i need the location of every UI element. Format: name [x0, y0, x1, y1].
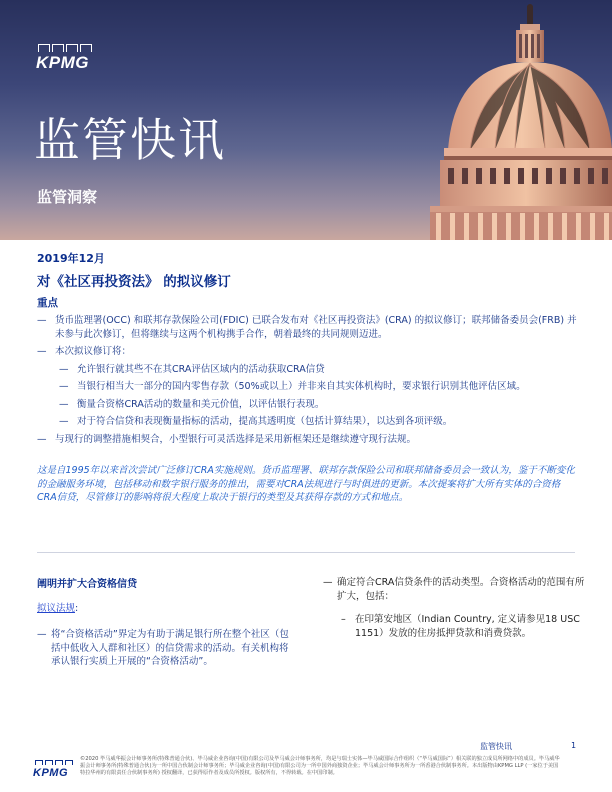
page-subtitle: 监管洞察: [37, 188, 98, 206]
list-dash: —: [37, 346, 47, 357]
proposed-rule-link[interactable]: 拟议法规: [37, 602, 76, 614]
list-item: [323, 613, 585, 640]
footer-publication-name: 监管快讯: [480, 742, 512, 751]
highlights-label: 重点: [37, 297, 58, 309]
list-item-text: 确定符合CRA信贷条件的活动类型。合资格活动的范围有所扩大，包括：: [337, 577, 585, 602]
list-item-text: 允许银行就其些不在其CRA评估区域内的活动获取CRA信贷: [77, 363, 325, 375]
list-dash: –: [341, 614, 346, 625]
list-item: [59, 380, 585, 394]
page-number: 1: [571, 741, 577, 750]
article-title: 对《社区再投资法》 的拟议修订: [37, 274, 231, 290]
footer-kpmg-logo: [33, 760, 77, 779]
list-dash: —: [37, 433, 47, 445]
list-dash: —: [59, 381, 69, 392]
list-item-text: 与现行的调整措施相契合，小型银行可灵活选择是采用新框架还是继续遵守现行法规。: [55, 433, 417, 445]
list-item: [59, 415, 585, 429]
highlights-list: [37, 314, 585, 450]
kpmg-logo-text: KPMG: [33, 767, 68, 779]
list-item: [37, 628, 297, 669]
hero-banner: [0, 0, 612, 240]
section-divider: [37, 552, 575, 553]
list-dash: —: [59, 416, 69, 427]
list-item-text: 本次拟议修订将：: [55, 346, 132, 357]
intro-paragraph: 这是自1995年以来首次尝试广泛修订CRA实施规则。货币监理署、联邦存款保险公司和联邦储备委员会一致认为，鉴于不断变化的金融服务环境，包括移动和数字银行服务的推出，需要对CRA法规进行与时俱进的更新。本次提案将扩大所有实体的合资格CRA信贷，尽管修订的影响将很大程度上取决于银行的类型及其获得存款的方式和地点。: [37, 465, 575, 503]
list-item: [59, 398, 585, 412]
page-title: 监管快讯: [34, 113, 226, 167]
left-column: [37, 578, 297, 669]
kpmg-logo: [36, 44, 106, 72]
list-item-text: 货币监理署(OCC) 和联邦存款保险公司(FDIC) 已联合发布对《社区再投资法》(CRA) 的拟议修订；联邦储备委员会(FRB) 并未参与此次修订，但将继续与这两个机构携手合作，朝着最终的共同规则迈进。: [55, 315, 577, 340]
list-item-text: 对于符合信贷和表现衡量指标的活动，提高其透明度（包括计算结果），以达到各项评级。: [77, 416, 453, 427]
kpmg-logo-text: KPMG: [36, 53, 89, 72]
list-dash: —: [323, 577, 333, 588]
list-item-text: 当银行相当大一部分的国内零售存款（50%或以上）并非来自其实体机构时，要求银行识别其他评估区域。: [77, 381, 526, 392]
kpmg-logo-bars: [38, 44, 106, 52]
list-dash: —: [37, 629, 47, 640]
legal-disclaimer: ©2020 毕马威华振会计师事务所(特殊普通合伙)、毕马威企业咨询(中国)有限公司及毕马威会计师事务所，均是与瑞士实体—毕马威国际合作组织（“毕马威国际”）相关联的独立成员所网络中的成员。毕马威华振会计师事务所(特殊普通合伙)为一所中国合伙制会计师事务所；毕马威企业咨询(中国)有限公司为一所中国外商独资企业；毕马威会计师事务所为一所香港合伙制事务所。本出版物由KPMG LLP (一家位于美国特拉华州的有限责任合伙制事务所) 授权翻译，已获得原作者及成员所授权。版权所有，不得转载。在中国印制。: [80, 756, 560, 776]
link-suffix: :: [75, 602, 79, 614]
publication-date: 2019年12月: [37, 252, 105, 265]
list-dash: —: [59, 363, 69, 375]
list-item-text: 衡量合资格CRA活动的数量和美元价值，以评估银行表现。: [77, 398, 325, 410]
list-item-text: 在印第安地区（Indian Country, 定义请参见18 USC 1151）发放的住房抵押贷款和消费贷款。: [355, 614, 580, 639]
list-item: [59, 363, 585, 377]
right-column: [323, 576, 585, 650]
list-dash: —: [37, 315, 47, 326]
list-item-text: 将“合资格活动”界定为有助于满足银行所在整个社区（包括中低收入人群和社区）的信贷需求的活动。有关机构将承认银行实质上开展的“合资格活动”。: [51, 629, 289, 667]
list-item: [37, 345, 585, 359]
proposed-rule-line: [37, 602, 297, 626]
list-item: [37, 433, 585, 447]
kpmg-logo-bars: [35, 760, 77, 765]
list-item: [323, 576, 585, 603]
section-heading: 阐明并扩大合资格信贷: [37, 579, 137, 590]
list-item: [37, 314, 585, 341]
sub-highlights-list: [37, 363, 585, 429]
list-dash: —: [59, 398, 69, 410]
